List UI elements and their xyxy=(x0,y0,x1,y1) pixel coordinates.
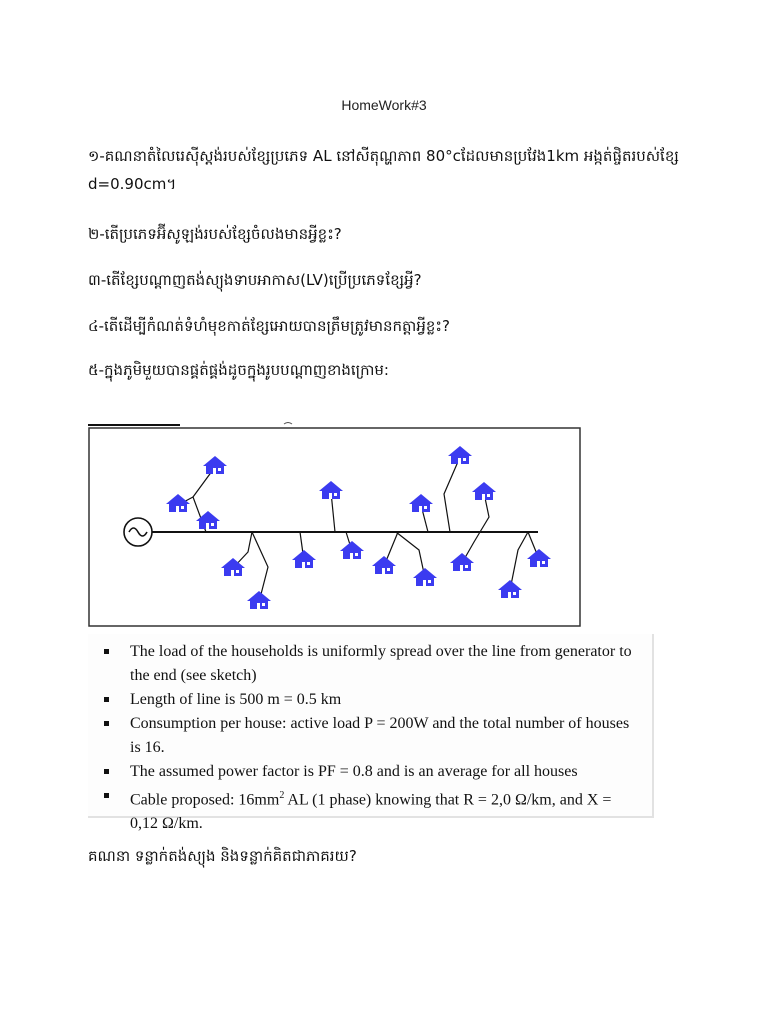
question-3: ៣-តើខ្សែបណ្តាញតង់ស្យុងទាបអាកាស(LV)ប្រើប្រភេទខ្សែអ្វី? xyxy=(88,271,422,289)
question-4: ៤-តើដើម្បីកំណត់ទំហំមុខកាត់ខ្សែអោយបានត្រឹមត្រូវមានកត្តាអ្វីខ្លះ? xyxy=(88,317,450,335)
spec-cable-sup: 2 xyxy=(279,790,285,801)
question-5: ៥-ក្នុងភូមិមួយបានផ្គត់ផ្គង់ដូចក្នុងរូបបណ្តាញខាងក្រោម: xyxy=(88,361,389,379)
spec-item xyxy=(130,784,640,836)
final-question: គណនា ទន្លាក់តង់ស្យុង និងទន្លាក់គិតជាភាគរយ? xyxy=(88,847,357,865)
spec-item: Consumption per house: active load P = 200W and the total number of houses is 16. xyxy=(130,712,640,760)
spec-item: Length of line is 500 m = 0.5 km xyxy=(130,688,640,712)
spec-item: The assumed power factor is PF = 0.8 and is an average for all houses xyxy=(130,760,640,784)
generator-symbol xyxy=(124,518,152,546)
header-mark xyxy=(284,423,292,425)
document-title: HomeWork#3 xyxy=(341,97,427,113)
spec-cable-post: AL (1 phase) knowing that R = 2,0 Ω/km, and X = 0,12 Ω/km. xyxy=(130,791,612,833)
network-sketch-svg xyxy=(88,422,582,628)
spec-item: The load of the households is uniformly spread over the line from generator to the end (see sketch) xyxy=(130,640,640,688)
question-1: ១-គណនាតំលៃរេស៊ីស្តង់របស់ខ្សែប្រភេទ AL នៅសីតុណ្ហភាព 80°cដែលមានប្រវែង1km អង្កត់ផ្ចិតរបស់ខ្សែ d=0.90cm។ xyxy=(88,147,679,193)
network-sketch xyxy=(88,422,582,628)
spec-cable-pre: Cable proposed: 16mm xyxy=(130,791,280,809)
specification-box xyxy=(88,634,654,833)
question-2: ២-តើប្រភេទអ៊ីសូឡង់របស់ខ្សែចំលងមានអ្វីខ្លះ? xyxy=(88,225,342,243)
